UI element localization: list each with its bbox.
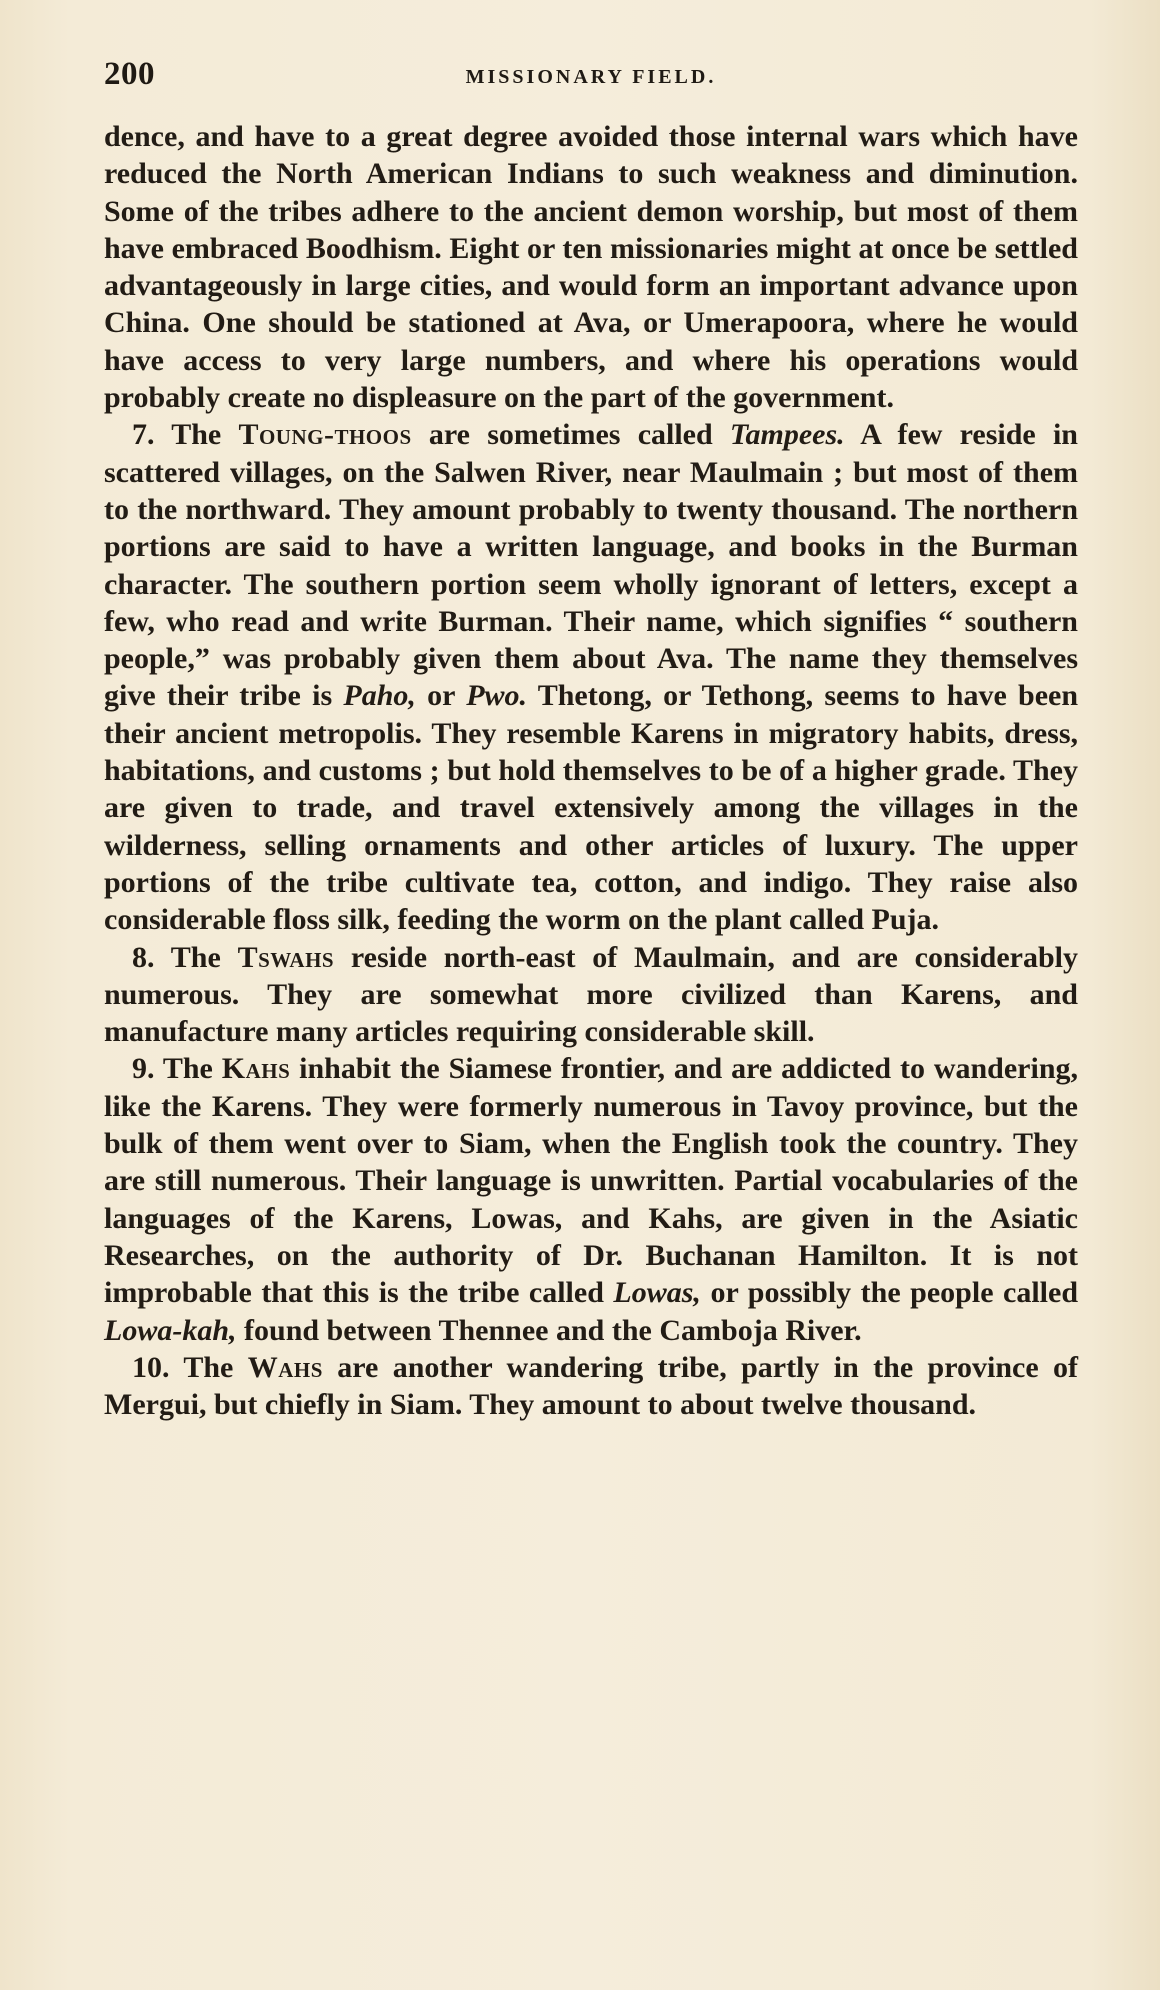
italic-term: Lowas, [613,1276,701,1310]
paragraph-number: 7. [132,418,155,452]
page-number: 200 [104,56,155,92]
paragraph-text: or possibly the people called [710,1276,1079,1310]
paragraph-lead: The [162,1052,213,1086]
italic-term: Lowa-kah, [104,1313,237,1347]
paragraph-kahs [104,1050,1078,1348]
paragraph-toung-thoos [104,416,1078,938]
paragraph-tswahs [104,939,1078,1051]
paragraph-text: or [427,679,455,713]
paragraph-number: 8. [132,940,155,974]
paragraph-lead: The [183,1350,234,1384]
paragraph-number: 9. [132,1052,155,1086]
paragraph-text: A few reside in scattered villages, on the Salwen River, near Maulmain ; but most of them to the northward. They amount probably to twenty thousand. The northern portions are said to have a written language, and books in the Burman character. The southern portion seem wholly ignorant of letters, except a few, who read and write Burman. Their name, which signifies “ southern people,” was probably given them about Ava. The name they themselves give their tribe is [104,418,1078,713]
tribe-name: Kahs [221,1052,291,1086]
paragraph-text: are sometimes called [428,418,713,452]
paragraph-lead: The [171,418,222,452]
paragraph-text: found between Thennee and the Camboja River. [244,1313,862,1347]
paragraph-text: Thetong, or Tethong, seems to have been their ancient metropolis. They resemble Karens in migratory habits, dress, habitations, and customs ; but hold themselves to be of a higher grade. They are given to trade, and travel extensively among the villages in the wilderness, selling ornaments and other articles of luxury. The upper portions of the tribe cultivate tea, cotton, and indigo. They raise also considerable floss silk, feeding the worm on the plant called Puja. [104,679,1079,937]
italic-term: Tampees. [729,418,845,452]
body-text [104,118,1078,1423]
tribe-name: Toung-thoos [238,418,412,452]
paragraph-lead: The [170,940,221,974]
italic-term: Pwo. [466,679,528,713]
paragraph-wahs [104,1349,1078,1424]
tribe-name: Wahs [247,1350,323,1384]
tribe-name: Tswahs [237,940,335,974]
page-header [104,56,1078,104]
running-head: MISSIONARY FIELD. [465,66,717,88]
paragraph-text: inhabit the Siamese frontier, and are addicted to wandering, like the Karens. They were formerly numerous in Tavoy province, but the bulk of them went over to Siam, when the English took the country. They are still numerous. Their language is unwritten. Partial vocabularies of the languages of the Karens, Lowas, and Kahs, are given in the Asiatic Researches, on the authority of Dr. Buchanan Hamilton. It is not improbable that this is the tribe called [104,1052,1079,1310]
paragraph-text: dence, and have to a great degree avoided those internal wars which have reduced the North American Indians to such weakness and diminution. Some of the tribes adhere to the ancient demon worship, but most of them have embraced Boodhism. Eight or ten missionaries might at once be settled advantageously in large cities, and would form an important advance upon China. One should be stationed at Ava, or Umerapoora, where he would have access to very large numbers, and where his operations would probably create no displeasure on the part of the government. [104,120,1078,415]
italic-term: Paho, [343,679,416,713]
paragraph-text: are another wandering tribe, partly in the province of Mergui, but chiefly in Siam. They amount to about twelve thousand. [104,1350,1079,1422]
paragraph-continuation [104,118,1078,416]
paragraph-text: reside north-east of Maulmain, and are considerably numerous. They are somewhat more civilized than Karens, and manufacture many articles requiring considerable skill. [104,940,1079,1049]
paragraph-number: 10. [132,1350,170,1384]
